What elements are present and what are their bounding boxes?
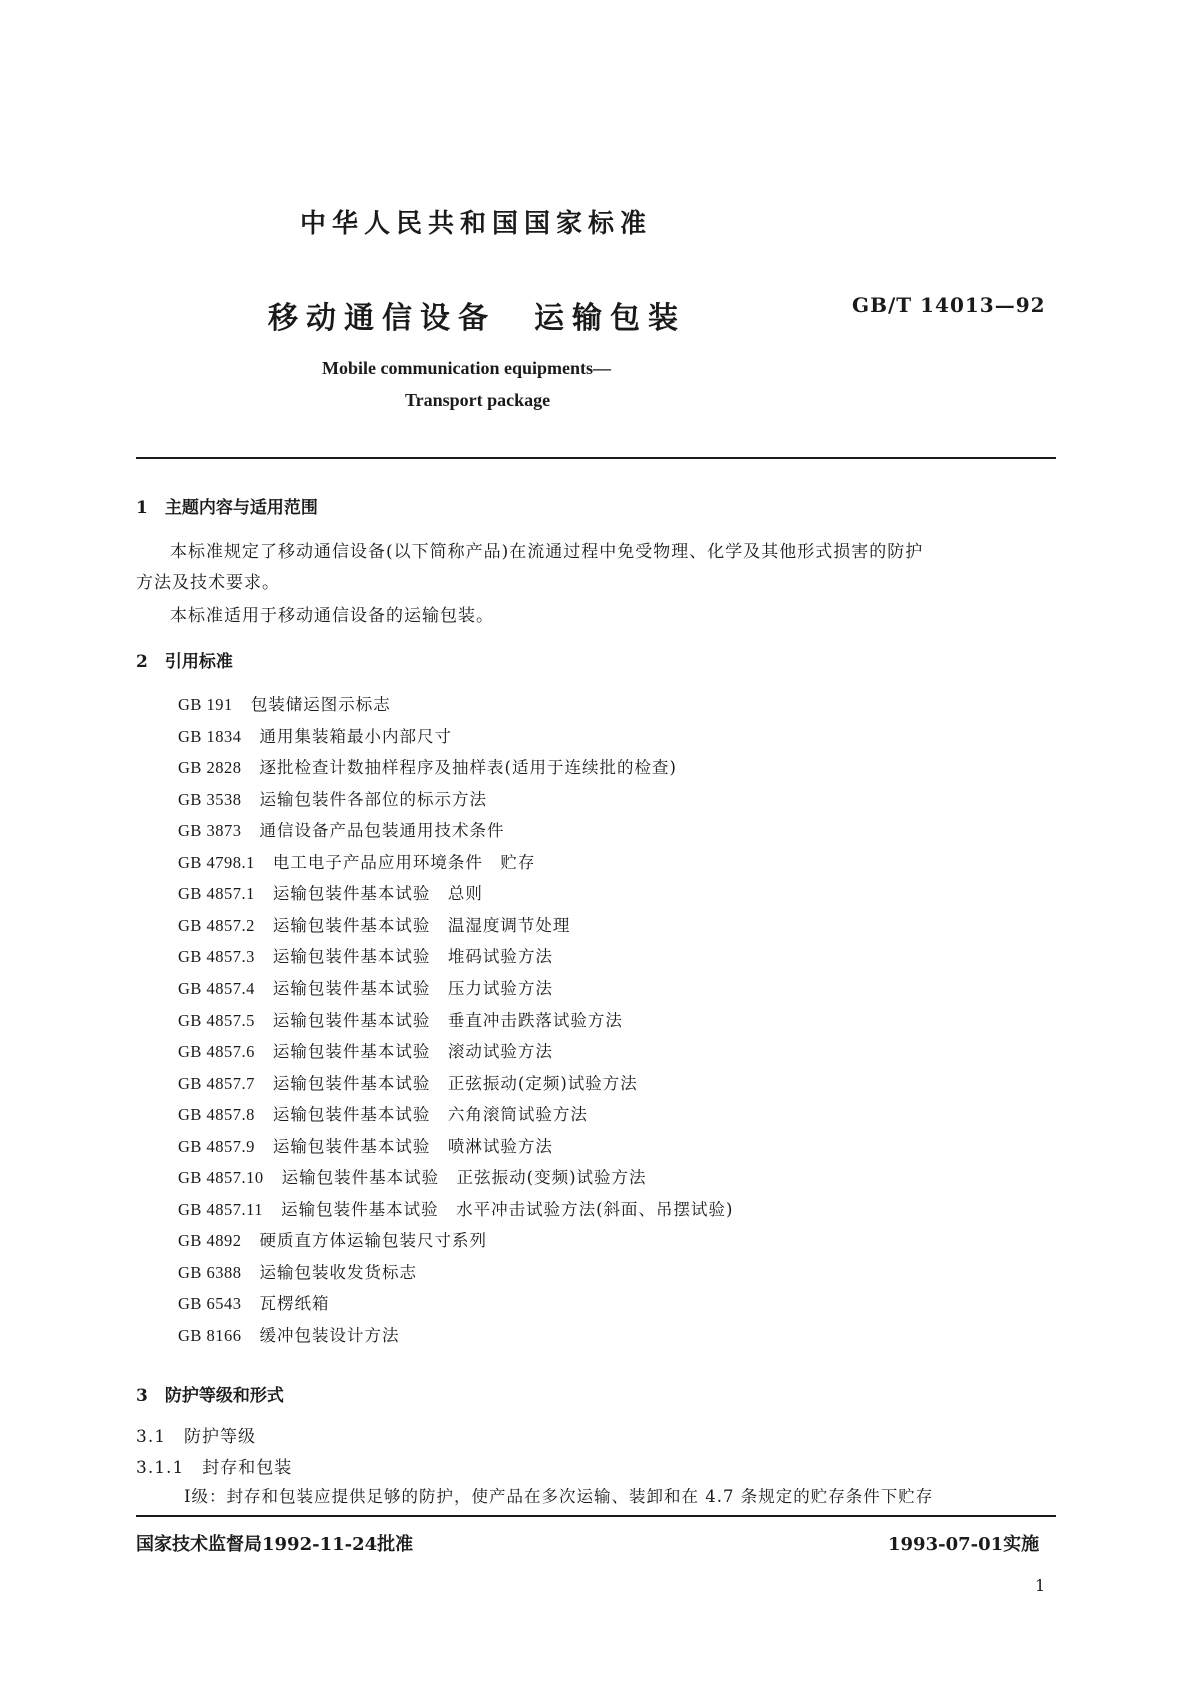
reference-item <box>178 817 505 841</box>
reference-code: GB 8166 <box>178 1326 242 1345</box>
reference-code: GB 4857.1 <box>178 884 255 903</box>
reference-item <box>178 1290 330 1314</box>
section-3-heading: 3 防护等级和形式 <box>136 1386 284 1406</box>
reference-title: 硬质直方体运输包装尺寸系列 <box>259 1231 488 1250</box>
reference-item <box>178 786 487 810</box>
level-1-text: Ⅰ级：封存和包装应提供足够的防护，使产品在多次运输、装卸和在 4.7 条规定的贮存条件下贮存 <box>184 1487 934 1506</box>
reference-title: 运输包装件基本试验 六角滚筒试验方法 <box>272 1105 588 1124</box>
reference-item <box>178 1070 638 1094</box>
reference-title: 运输包装件基本试验 垂直冲击跌落试验方法 <box>272 1011 623 1030</box>
subsection-3-1: 3.1 防护等级 <box>136 1427 257 1447</box>
reference-title: 通信设备产品包装通用技术条件 <box>259 821 505 840</box>
reference-code: GB 4857.10 <box>178 1168 264 1187</box>
reference-code: GB 2828 <box>178 758 242 777</box>
reference-code: GB 4857.5 <box>178 1011 255 1030</box>
reference-code: GB 6543 <box>178 1294 242 1313</box>
reference-item <box>178 1038 553 1062</box>
reference-code: GB 4857.8 <box>178 1105 255 1124</box>
reference-title: 运输包装件基本试验 总则 <box>272 884 483 903</box>
reference-code: GB 4857.7 <box>178 1074 255 1093</box>
reference-code: GB 6388 <box>178 1263 242 1282</box>
reference-title: 瓦楞纸箱 <box>259 1294 330 1313</box>
reference-title: 缓冲包装设计方法 <box>259 1326 400 1345</box>
reference-title: 运输包装件基本试验 水平冲击试验方法(斜面、吊摆试验) <box>281 1200 734 1219</box>
national-standard-heading: 中华人民共和国国家标准 <box>300 209 653 239</box>
reference-item <box>178 880 483 904</box>
footer-divider <box>136 1515 1056 1517</box>
reference-item <box>178 754 677 778</box>
reference-title: 运输包装件基本试验 正弦振动(变频)试验方法 <box>281 1168 647 1187</box>
reference-code: GB 4857.6 <box>178 1042 255 1061</box>
reference-code: GB 191 <box>178 695 233 714</box>
standard-number: GB/T 14013—92 <box>852 293 1046 317</box>
reference-item <box>178 691 391 715</box>
english-title-line-1: Mobile communication equipments— <box>322 358 612 378</box>
section-1-heading: 1 主题内容与适用范围 <box>136 498 318 518</box>
reference-code: GB 1834 <box>178 727 242 746</box>
reference-code: GB 3873 <box>178 821 242 840</box>
reference-code: GB 4857.2 <box>178 916 255 935</box>
reference-title: 包装储运图示标志 <box>250 695 391 714</box>
english-title-line-2: Transport package <box>405 390 551 410</box>
reference-code: GB 4892 <box>178 1231 242 1250</box>
reference-code: GB 4857.3 <box>178 947 255 966</box>
section-1-para-1-line-2: 方法及技术要求。 <box>136 573 280 593</box>
reference-title: 逐批检查计数抽样程序及抽样表(适用于连续批的检查) <box>259 758 677 777</box>
reference-title: 运输包装件各部位的标示方法 <box>259 790 488 809</box>
header-divider <box>136 457 1056 459</box>
reference-code: GB 4857.9 <box>178 1137 255 1156</box>
reference-item <box>178 943 553 967</box>
reference-item <box>178 1133 553 1157</box>
reference-item <box>178 849 535 873</box>
reference-title: 运输包装件基本试验 正弦振动(定频)试验方法 <box>272 1074 638 1093</box>
reference-code: GB 3538 <box>178 790 242 809</box>
reference-item <box>178 723 452 747</box>
approval-line: 国家技术监督局1992-11-24批准 <box>136 1534 414 1555</box>
reference-item <box>178 1259 417 1283</box>
reference-title: 运输包装件基本试验 滚动试验方法 <box>272 1042 553 1061</box>
section-2-heading: 2 引用标准 <box>136 652 233 672</box>
reference-item <box>178 912 570 936</box>
section-1-para-2: 本标准适用于移动通信设备的运输包装。 <box>170 606 494 626</box>
subsection-3-1-1: 3.1.1 封存和包装 <box>136 1458 293 1478</box>
reference-item <box>178 1227 487 1251</box>
reference-code: GB 4857.11 <box>178 1200 264 1219</box>
reference-code: GB 4857.4 <box>178 979 255 998</box>
reference-item <box>178 1164 647 1188</box>
reference-item <box>178 1007 623 1031</box>
reference-title: 运输包装件基本试验 压力试验方法 <box>272 979 553 998</box>
reference-title: 运输包装收发货标志 <box>259 1263 418 1282</box>
reference-title: 运输包装件基本试验 喷淋试验方法 <box>272 1137 553 1156</box>
reference-title: 电工电子产品应用环境条件 贮存 <box>272 853 536 872</box>
reference-title: 运输包装件基本试验 温湿度调节处理 <box>272 916 571 935</box>
reference-title: 运输包装件基本试验 堆码试验方法 <box>272 947 553 966</box>
implementation-date: 1993-07-01实施 <box>888 1534 1040 1555</box>
reference-item <box>178 1101 588 1125</box>
reference-code: GB 4798.1 <box>178 853 255 872</box>
reference-title: 通用集装箱最小内部尺寸 <box>259 727 453 746</box>
reference-item <box>178 975 553 999</box>
section-1-para-1-line-1: 本标准规定了移动通信设备(以下简称产品)在流通过程中免受物理、化学及其他形式损害的防护 <box>170 542 924 562</box>
page-number: 1 <box>1035 1576 1046 1595</box>
reference-item <box>178 1322 400 1346</box>
document-title: 移动通信设备 运输包装 <box>268 301 686 336</box>
reference-item <box>178 1196 733 1220</box>
